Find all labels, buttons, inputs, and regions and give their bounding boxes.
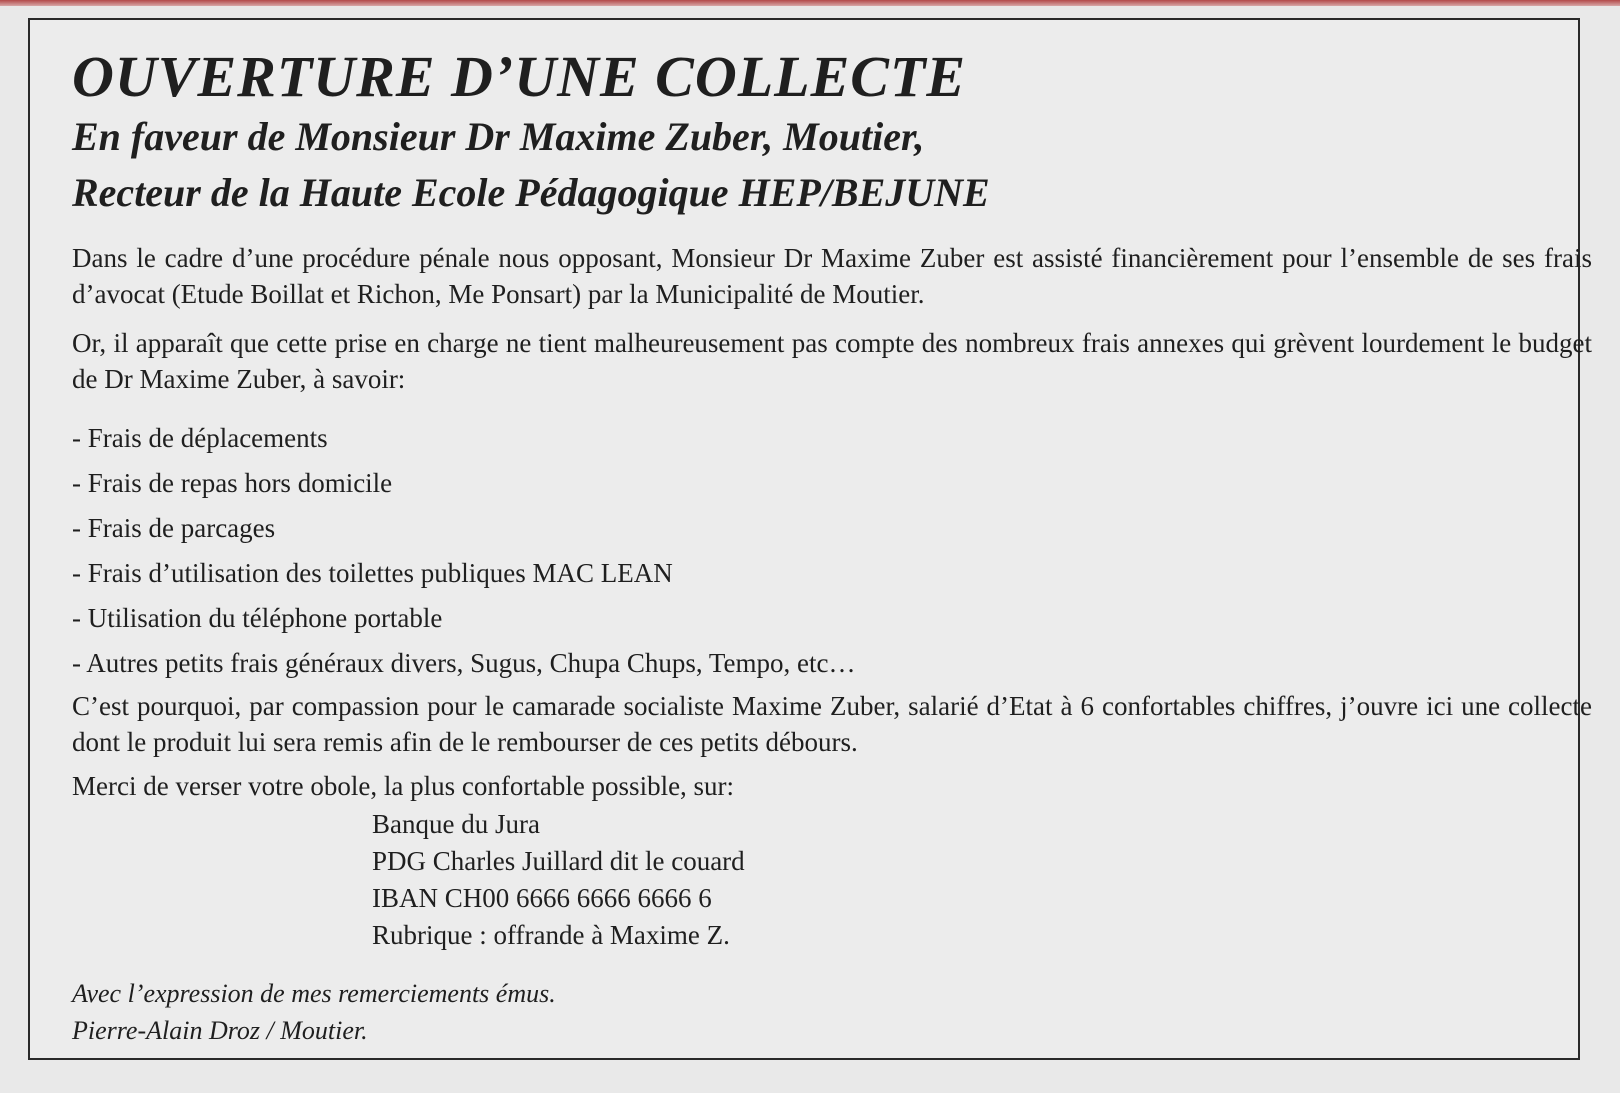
list-item: - Frais de repas hors domicile bbox=[72, 468, 393, 498]
notice-subtitle-line2: Recteur de la Haute Ecole Pédagogique HEP/BEJUNE bbox=[72, 170, 990, 215]
notice-subtitle-line1: En faveur de Monsieur Dr Maxime Zuber, Moutier, bbox=[72, 114, 925, 159]
paragraph-expenses-intro: Or, il apparaît que cette prise en charge ne tient malheureusement pas compte des nombreux frais annexes qui grèvent lourdement le budget de Dr Maxime Zuber, à savoir: bbox=[72, 328, 1592, 394]
list-item: - Frais d’utilisation des toilettes publiques MAC LEAN bbox=[72, 558, 673, 588]
list-item: - Frais de déplacements bbox=[72, 423, 328, 453]
bank-name: Banque du Jura bbox=[372, 809, 540, 839]
notice-title: OUVERTURE D’UNE COLLECTE bbox=[72, 44, 967, 109]
paragraph-payment-request: Merci de verser votre obole, la plus confortable possible, sur: bbox=[72, 771, 735, 801]
bank-details bbox=[372, 806, 745, 954]
bank-iban: IBAN CH00 6666 6666 6666 6 bbox=[372, 883, 712, 913]
collection-notice bbox=[28, 18, 1592, 1060]
bank-reference: Rubrique : offrande à Maxime Z. bbox=[372, 920, 730, 950]
list-item: - Frais de parcages bbox=[72, 513, 276, 543]
list-item: - Autres petits frais généraux divers, Sugus, Chupa Chups, Tempo, etc… bbox=[72, 648, 856, 678]
closing-signature bbox=[72, 975, 556, 1049]
page-top-strip bbox=[0, 0, 1620, 6]
bank-director: PDG Charles Juillard dit le couard bbox=[372, 846, 745, 876]
signature-author: Pierre-Alain Droz / Moutier. bbox=[72, 1016, 368, 1045]
paragraph-collection: C’est pourquoi, par compassion pour le camarade socialiste Maxime Zuber, salarié d’Etat à 6 confortables chiffres, j’ouvre ici une collecte dont le produit lui sera remis afin de le rembourser de ces petits débours. bbox=[72, 691, 1592, 757]
expenses-list bbox=[72, 416, 856, 686]
closing-thanks: Avec l’expression de mes remerciements émus. bbox=[72, 979, 556, 1008]
paragraph-context: Dans le cadre d’une procédure pénale nous opposant, Monsieur Dr Maxime Zuber est assisté financièrement pour l’ensemble de ses frais d’avocat (Etude Boillat et Richon, Me Ponsart) par la Municipalité de Moutier. bbox=[72, 243, 1592, 309]
list-item: - Utilisation du téléphone portable bbox=[72, 603, 443, 633]
